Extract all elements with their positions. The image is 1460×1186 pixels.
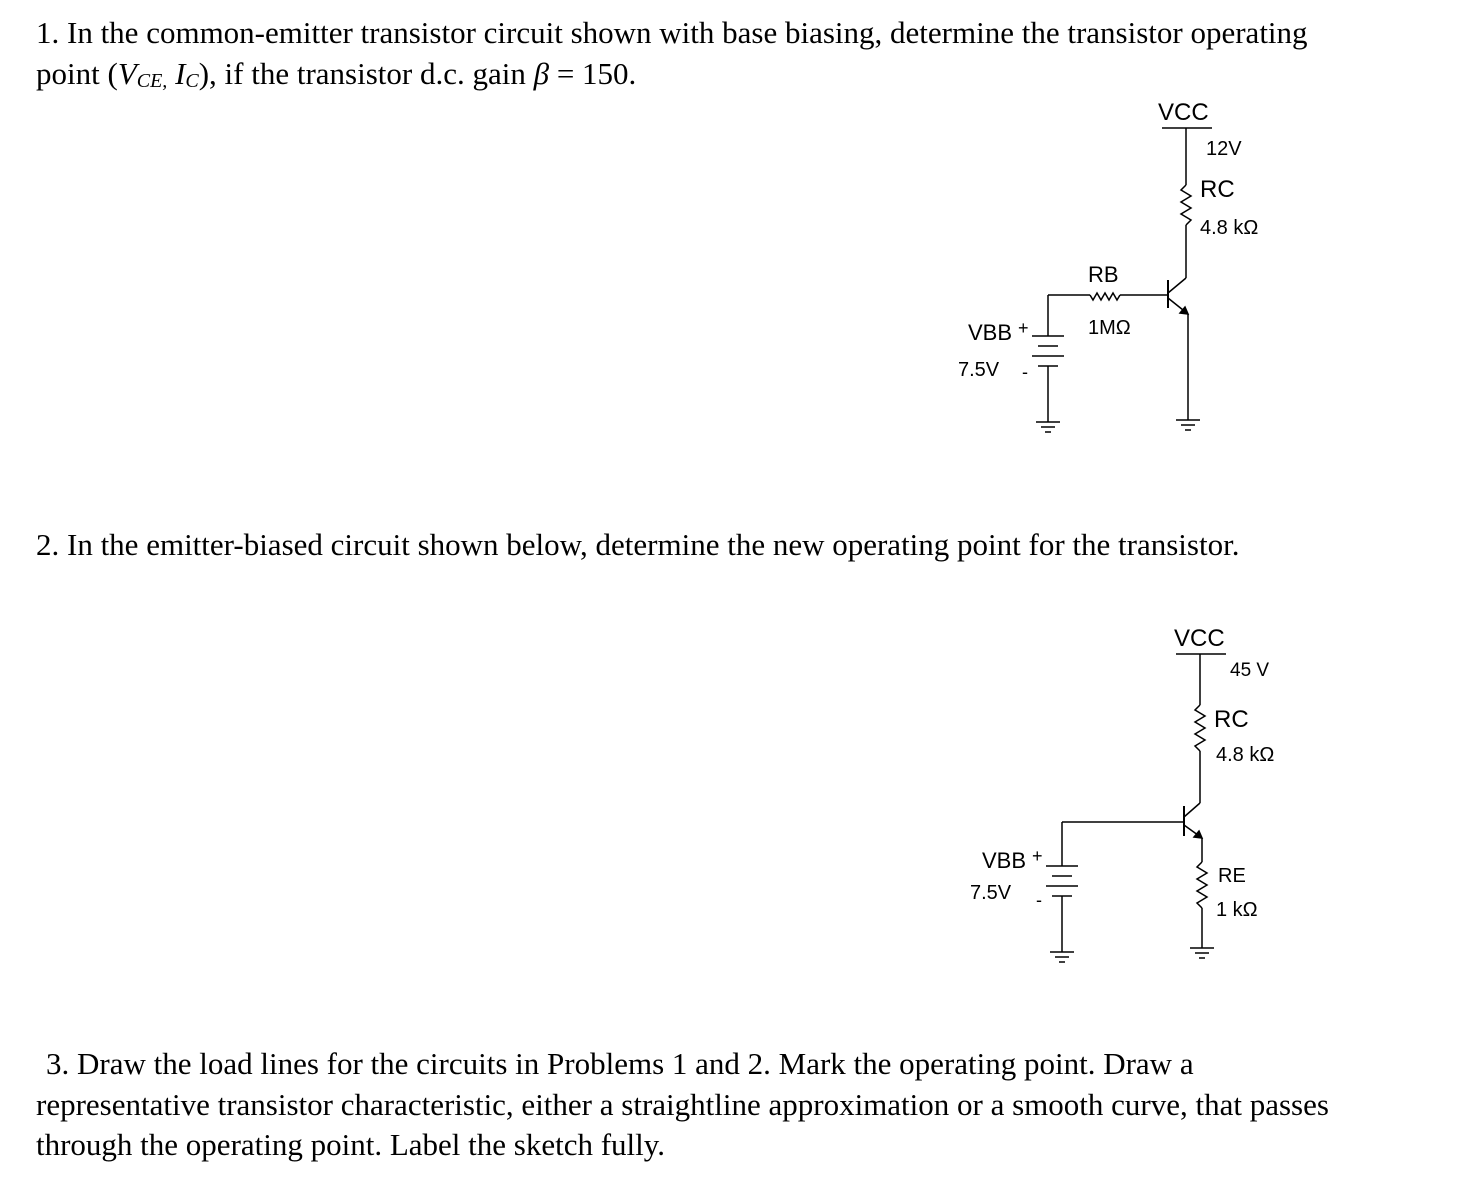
vcc-label-1: VCC bbox=[1158, 99, 1209, 126]
vbb-value-1: 7.5V bbox=[958, 359, 1000, 381]
problem3-line3: through the operating point. Label the sketch fully. bbox=[36, 1127, 666, 1162]
vbb-label-2: VBB bbox=[982, 848, 1027, 873]
problem3-line2: representative transistor characteristic, either a straightline approximation or a smooth curve, that passes bbox=[36, 1087, 1329, 1122]
vbb-minus-1: - bbox=[1022, 362, 1028, 382]
rc-label-1: RC bbox=[1200, 176, 1235, 203]
vcc-label-2: VCC bbox=[1174, 625, 1225, 652]
re-value-2: 1 kΩ bbox=[1216, 899, 1258, 921]
re-label-2: RE bbox=[1218, 865, 1246, 887]
rc-label-2: RC bbox=[1214, 706, 1249, 733]
problem3-line1: 3. Draw the load lines for the circuits in Problems 1 and 2. Mark the operating point. Draw a bbox=[46, 1046, 1194, 1081]
problem1-equals: = 150. bbox=[549, 56, 637, 91]
problem1-prefix: point ( bbox=[36, 56, 118, 91]
rc-value-1: 4.8 kΩ bbox=[1200, 217, 1259, 239]
problem2-text: 2. In the emitter-biased circuit shown below, determine the new operating point for the transistor. bbox=[36, 527, 1240, 562]
rb-label-1: RB bbox=[1088, 262, 1119, 287]
vbb-plus-2: + bbox=[1032, 846, 1043, 866]
problem1-mid: ), if the transistor d.c. gain bbox=[198, 56, 534, 91]
vbb-value-2: 7.5V bbox=[970, 882, 1012, 904]
rc-resistor-2 bbox=[1195, 705, 1205, 751]
re-resistor-2 bbox=[1197, 862, 1207, 908]
vcc-value-2: 45 V bbox=[1230, 660, 1270, 681]
vbb-plus-1: + bbox=[1018, 318, 1029, 338]
rb-value-1: 1MΩ bbox=[1088, 317, 1131, 339]
beta-symbol: β bbox=[533, 56, 550, 91]
vbb-minus-2: - bbox=[1036, 890, 1042, 910]
vcc-value-1: 12V bbox=[1206, 138, 1242, 160]
problem1-line1: 1. In the common-emitter transistor circuit shown with base biasing, determine the transistor operating bbox=[36, 15, 1308, 50]
vbb-label-1: VBB bbox=[968, 320, 1013, 345]
rc-value-2: 4.8 kΩ bbox=[1216, 744, 1275, 766]
vce-symbol: $V_{CE,}$ $I_C$ bbox=[117, 56, 199, 92]
collector-lead-2 bbox=[1184, 803, 1200, 817]
